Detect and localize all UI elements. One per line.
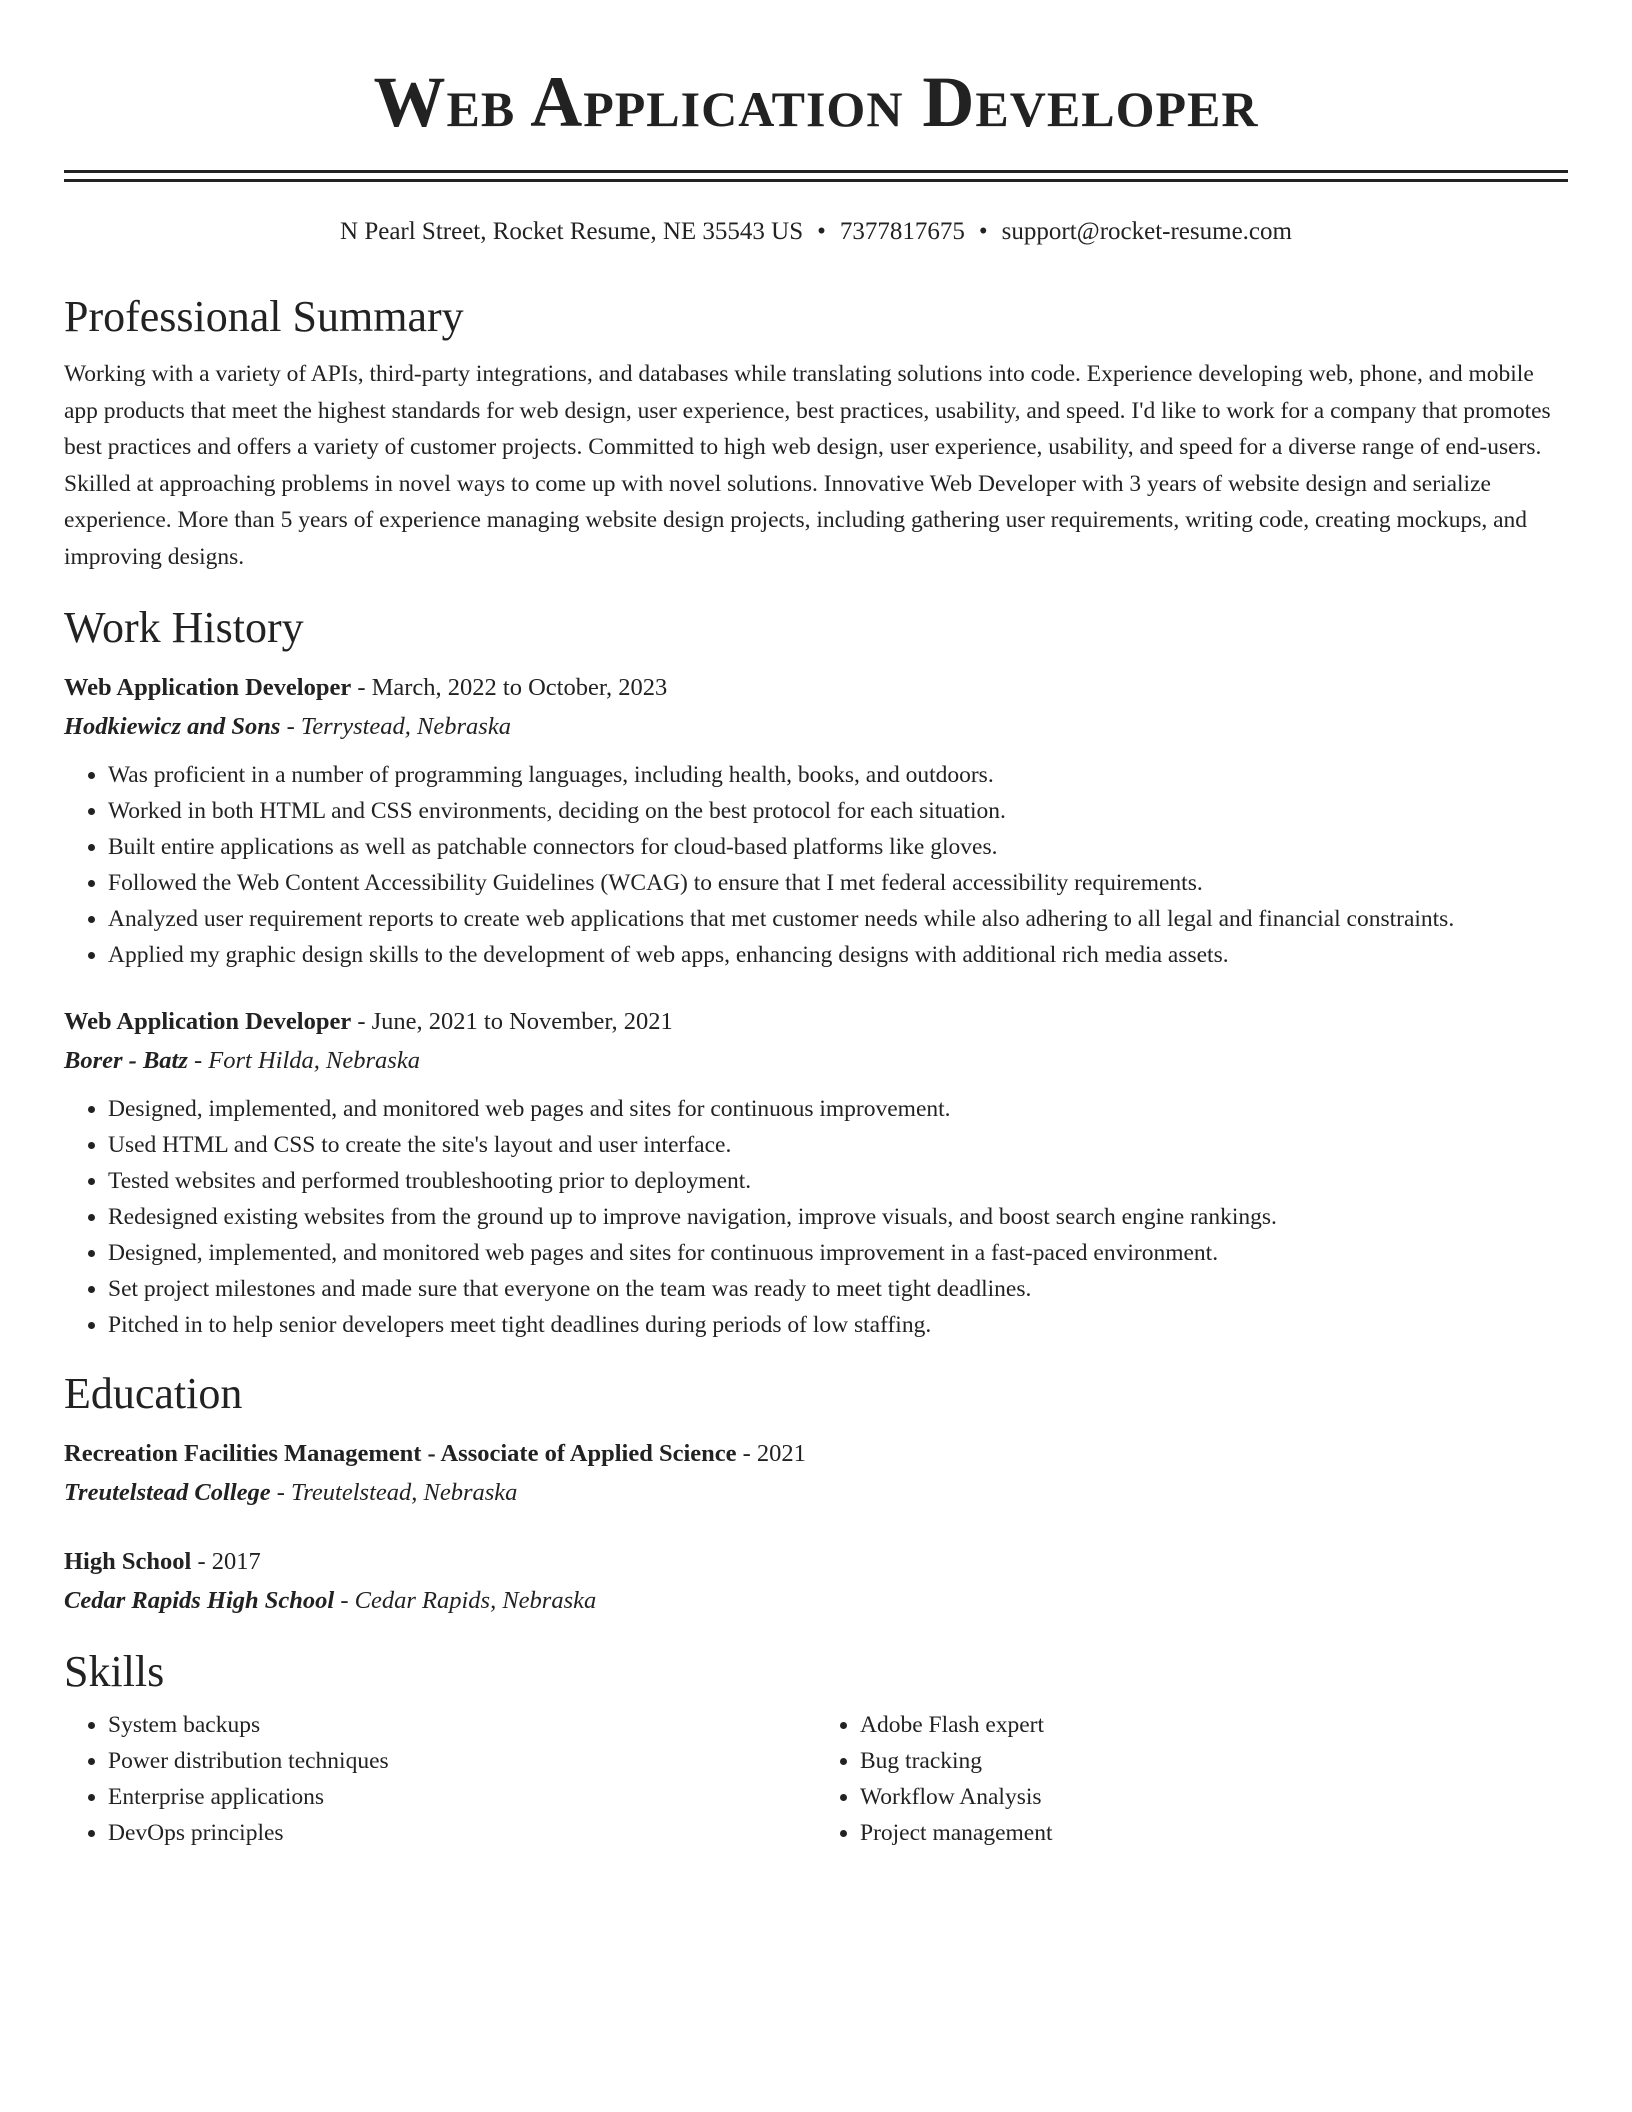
skill-item: • Power distribution techniques: [108, 1743, 816, 1779]
education-entry: [64, 1543, 1568, 1621]
job-title-line: [64, 1003, 1568, 1041]
skills-list-right: [816, 1707, 1568, 1851]
job-location: - Fort Hilda, Nebraska: [187, 1047, 420, 1074]
contact-separator: •: [978, 218, 988, 245]
job-bullet: • Designed, implemented, and monitored web pages and sites for continuous improvement in a fast-paced environment.: [108, 1235, 1568, 1271]
education-degree: Recreation Facilities Management - Associate of Applied Science: [64, 1440, 737, 1467]
job-entry: [64, 1003, 1568, 1343]
education-degree-line: [64, 1435, 1568, 1473]
job-company: Borer - Batz: [64, 1047, 188, 1074]
job-company-line: [64, 1041, 1568, 1081]
resume-title: Web Application Developer: [373, 62, 1259, 142]
education-degree-line: [64, 1543, 1568, 1581]
summary-heading: Professional Summary: [64, 292, 464, 341]
job-bullet: • Set project milestones and made sure that everyone on the team was ready to meet tight deadlines.: [108, 1271, 1568, 1307]
skills-list-left: [64, 1707, 816, 1851]
education-school-line: [64, 1473, 1568, 1513]
job-bullets: [64, 1091, 1568, 1343]
work-history-section: [64, 601, 1568, 1343]
education-location: - Treutelstead, Nebraska: [270, 1479, 518, 1506]
job-dates: - March, 2022 to October, 2023: [351, 674, 668, 701]
education-school: Cedar Rapids High School: [64, 1587, 335, 1614]
education-school: Treutelstead College: [64, 1479, 271, 1506]
skill-item: • System backups: [108, 1707, 816, 1743]
education-degree: High School: [64, 1548, 192, 1575]
education-entry: [64, 1435, 1568, 1513]
skill-item: • Adobe Flash expert: [860, 1707, 1568, 1743]
job-bullet: • Analyzed user requirement reports to create web applications that met customer needs while also adhering to all legal and financial constraints.: [108, 901, 1568, 937]
job-bullet: • Applied my graphic design skills to the development of web apps, enhancing designs with additional rich media assets.: [108, 937, 1568, 973]
skills-heading: Skills: [64, 1647, 165, 1696]
job-bullet: • Used HTML and CSS to create the site's layout and user interface.: [108, 1127, 1568, 1163]
work-history-heading: Work History: [64, 603, 304, 652]
education-section: [64, 1367, 1568, 1621]
contact-email: support@rocket-resume.com: [1001, 218, 1292, 245]
title-divider-top: [64, 170, 1568, 173]
education-location: - Cedar Rapids, Nebraska: [334, 1587, 597, 1614]
job-company: Hodkiewicz and Sons: [64, 713, 281, 740]
job-bullet: • Pitched in to help senior developers meet tight deadlines during periods of low staffing.: [108, 1307, 1568, 1343]
skills-section: [64, 1645, 1568, 1851]
education-year: - 2017: [191, 1548, 261, 1575]
job-bullet: • Was proficient in a number of programming languages, including health, books, and outdoors.: [108, 757, 1568, 793]
summary-section: [64, 290, 1568, 575]
job-bullet: • Built entire applications as well as patchable connectors for cloud-based platforms like gloves.: [108, 829, 1568, 865]
job-dates: - June, 2021 to November, 2021: [351, 1008, 673, 1035]
skill-item: • Enterprise applications: [108, 1779, 816, 1815]
job-bullet: • Designed, implemented, and monitored web pages and sites for continuous improvement.: [108, 1091, 1568, 1127]
job-bullet: • Worked in both HTML and CSS environments, deciding on the best protocol for each situation.: [108, 793, 1568, 829]
job-bullets: [64, 757, 1568, 973]
job-entry: [64, 669, 1568, 973]
job-bullet: • Redesigned existing websites from the ground up to improve navigation, improve visuals, and boost search engine rankings.: [108, 1199, 1568, 1235]
summary-text: Working with a variety of APIs, third-party integrations, and databases while translating solutions into code. Experience developing web, phone, and mobile app products that meet the highest standards for web design, user experience, best practices, usability, and speed. I'd like to work for a company that promotes best practices and offers a variety of customer projects. Committed to high web design, user experience, usability, and speed for a diverse range of end-users. Skilled at approaching problems in novel ways to come up with novel solutions. Innovative Web Developer with 3 years of website design and serialize experience. More than 5 years of experience managing website design projects, including gathering user requirements, writing code, creating mockups, and improving designs.: [64, 361, 1551, 570]
job-title-line: [64, 669, 1568, 707]
contact-address: N Pearl Street, Rocket Resume, NE 35543 US: [340, 218, 804, 245]
job-location: - Terrystead, Nebraska: [280, 713, 511, 740]
education-school-line: [64, 1581, 1568, 1621]
job-bullet: • Followed the Web Content Accessibility Guidelines (WCAG) to ensure that I met federal accessibility requirements.: [108, 865, 1568, 901]
skills-columns: [64, 1707, 1568, 1851]
skill-item: • Bug tracking: [860, 1743, 1568, 1779]
education-heading: Education: [64, 1369, 243, 1418]
job-title: Web Application Developer: [64, 1008, 352, 1035]
job-bullet: • Tested websites and performed troubleshooting prior to deployment.: [108, 1163, 1568, 1199]
contact-phone: 7377817675: [839, 218, 965, 245]
title-divider-bottom: [64, 179, 1568, 182]
education-year: - 2021: [736, 1440, 806, 1467]
contact-line: [64, 216, 1568, 248]
contact-separator: •: [817, 218, 826, 245]
job-company-line: [64, 707, 1568, 747]
skill-item: • Workflow Analysis: [860, 1779, 1568, 1815]
job-title: Web Application Developer: [64, 674, 352, 701]
skill-item: • Project management: [860, 1815, 1568, 1851]
skill-item: • DevOps principles: [108, 1815, 816, 1851]
